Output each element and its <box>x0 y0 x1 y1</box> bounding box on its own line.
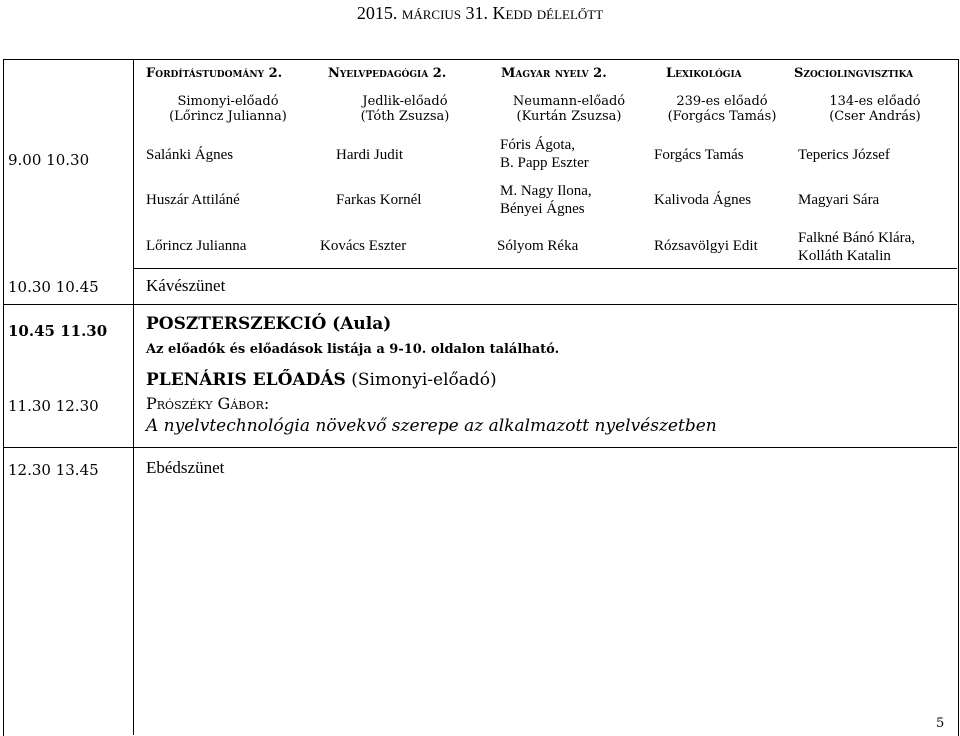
section-header-1: Fordítástudomány 2. <box>146 66 283 81</box>
slot-time-lunch: 12.30 13.45 <box>8 461 99 479</box>
presenter-r3-c4: Rózsavölgyi Edit <box>654 238 758 254</box>
section-header-3: Magyar nyelv 2. <box>501 66 607 81</box>
presenter-r2-c3b: Bényei Ágnes <box>500 201 585 217</box>
plenary-room: (Simonyi-előadó) <box>345 370 497 390</box>
time-column-divider <box>133 60 134 735</box>
presenter-r1-c1: Salánki Ágnes <box>146 147 234 163</box>
presenter-r2-c2: Farkas Kornél <box>336 192 422 208</box>
poster-title: POSZTERSZEKCIÓ (Aula) <box>146 314 392 334</box>
presenter-r1-c3b: B. Papp Eszter <box>500 155 589 171</box>
slot-time-coffee: 10.30 10.45 <box>8 278 99 296</box>
presenter-r2-c5: Magyari Sára <box>798 192 880 208</box>
section-room-5: 134-es előadó (Cser András) <box>829 94 921 124</box>
presenter-r1-c4: Forgács Tamás <box>654 147 744 163</box>
slot-divider-1 <box>133 268 957 269</box>
poster-note: Az előadók és előadások listája a 9-10. oldalon található. <box>146 342 560 357</box>
section-room-3: Neumann-előadó (Kurtán Zsuzsa) <box>512 94 626 124</box>
presenter-r3-c1: Lőrincz Julianna <box>146 238 247 254</box>
presenter-r2-c4: Kalivoda Ágnes <box>654 192 752 208</box>
presenter-r3-c3: Sólyom Réka <box>497 238 579 254</box>
presenter-r1-c3a: Fóris Ágota, <box>500 137 575 153</box>
section-header-2: Nyelvpedagógia 2. <box>328 66 447 81</box>
slot-time-plenary: 11.30 12.30 <box>8 397 99 415</box>
page-title-text: 2015. március 31. Kedd délelőtt <box>356 3 604 23</box>
section-room-4: 239-es előadó (Forgács Tamás) <box>667 94 777 124</box>
presenter-r3-c5b: Kolláth Katalin <box>798 248 891 264</box>
presenter-r2-c1: Huszár Attiláné <box>146 192 240 208</box>
page-number: 5 <box>936 716 945 731</box>
section-header-5: Szociolingvisztika <box>794 66 914 81</box>
section-room-2: Jedlik-előadó (Tóth Zsuzsa) <box>360 94 450 124</box>
slot-divider-3 <box>3 447 957 448</box>
section-room-1: Simonyi-előadó (Lőrincz Julianna) <box>169 94 287 124</box>
presenter-r2-c3a: M. Nagy Ilona, <box>500 183 592 199</box>
presenter-r3-c5a: Falkné Bánó Klára, <box>798 230 916 246</box>
coffee-break-label: Kávészünet <box>146 276 226 295</box>
presenter-r3-c2: Kovács Eszter <box>320 238 407 254</box>
section-header-4: Lexikológia <box>666 66 742 81</box>
plenary-title-bold: PLENÁRIS ELŐADÁS <box>146 370 346 390</box>
slot-time-1: 9.00 10.30 <box>8 151 90 169</box>
plenary-talk-title: A nyelvtechnológia növekvő szerepe az alkalmazott nyelvészetben <box>146 416 717 436</box>
lunch-break-label: Ebédszünet <box>146 458 225 477</box>
presenter-r1-c2: Hardi Judit <box>336 147 404 163</box>
presenter-r1-c5: Teperics József <box>798 147 890 163</box>
plenary-title <box>146 371 497 391</box>
plenary-speaker: Prószéky Gábor: <box>146 394 270 413</box>
slot-divider-2 <box>3 304 957 305</box>
page-title <box>0 3 960 24</box>
slot-time-poster: 10.45 11.30 <box>8 322 108 340</box>
